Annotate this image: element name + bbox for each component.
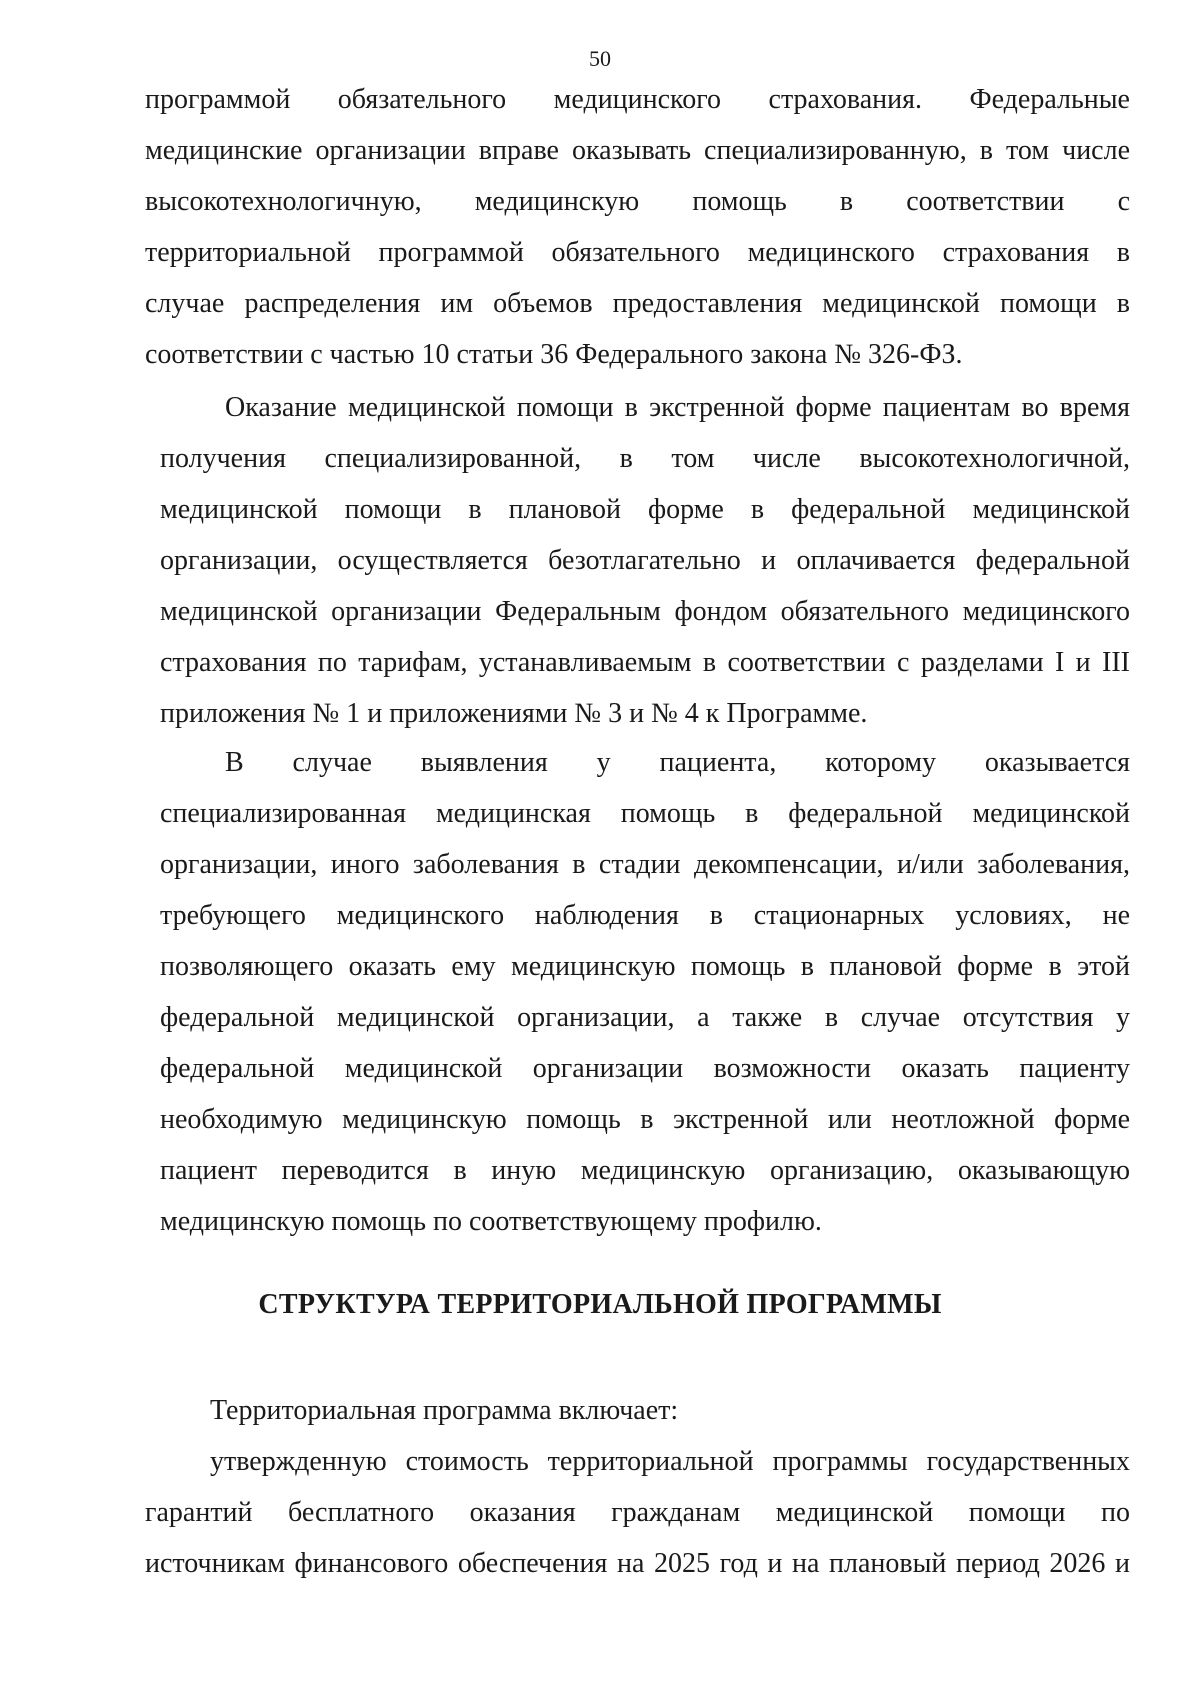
text-line: Территориальная программа включает: — [210, 1395, 679, 1426]
text-line: соответствии с частью 10 статьи 36 Федерального закона № 326-ФЗ. — [145, 339, 963, 370]
text-line: Оказание медицинской помощи в экстренной форме пациентам во время — [225, 392, 1130, 423]
text-line: гарантий бесплатного оказания гражданам медицинской помощи по — [145, 1497, 1130, 1528]
text-line: необходимую медицинскую помощь в экстренной или неотложной форме — [160, 1104, 1130, 1135]
text-line: программой обязательного медицинского страхования. Федеральные — [145, 84, 1130, 115]
text-line: медицинскую помощь по соответствующему профилю. — [160, 1206, 822, 1237]
paragraph-approved-cost — [145, 1436, 1130, 1589]
text-line: случае распределения им объемов предоставления медицинской помощи в — [145, 288, 1130, 319]
paragraph-emergency-care — [160, 382, 1130, 739]
text-line: источникам финансового обеспечения на 2025 год и на плановый период 2026 и — [145, 1548, 1130, 1579]
text-line: высокотехнологичную, медицинскую помощь в соответствии с — [145, 186, 1130, 217]
text-line: медицинской помощи в плановой форме в федеральной медицинской — [160, 494, 1130, 525]
paragraph-program-includes — [145, 1385, 1130, 1436]
text-line: позволяющего оказать ему медицинскую помощь в плановой форме в этой — [160, 951, 1130, 982]
text-line: В случае выявления у пациента, которому оказывается — [225, 747, 1130, 778]
text-line: федеральной медицинской организации возможности оказать пациенту — [160, 1053, 1130, 1084]
paragraph-patient-transfer — [160, 737, 1130, 1247]
section-heading: СТРУКТУРА ТЕРРИТОРИАЛЬНОЙ ПРОГРАММЫ — [258, 1289, 942, 1320]
page-number: 50 — [589, 46, 611, 71]
text-line: территориальной программой обязательного медицинского страхования в — [145, 237, 1130, 268]
text-line: организации, иного заболевания в стадии декомпенсации, и/или заболевания, — [160, 849, 1130, 880]
text-line: пациент переводится в иную медицинскую организацию, оказывающую — [160, 1155, 1130, 1186]
text-line: страхования по тарифам, устанавливаемым в соответствии с разделами I и III — [160, 647, 1130, 678]
text-line: организации, осуществляется безотлагательно и оплачивается федеральной — [160, 545, 1130, 576]
text-line: утвержденную стоимость территориальной программы государственных — [210, 1446, 1130, 1477]
text-line: приложения № 1 и приложениями № 3 и № 4 к Программе. — [160, 698, 868, 729]
text-line: медицинской организации Федеральным фондом обязательного медицинского — [160, 596, 1130, 627]
text-line: медицинские организации вправе оказывать специализированную, в том числе — [145, 135, 1130, 166]
paragraph-continuation — [145, 74, 1130, 380]
text-line: федеральной медицинской организации, а также в случае отсутствия у — [160, 1002, 1130, 1033]
text-line: требующего медицинского наблюдения в стационарных условиях, не — [160, 900, 1130, 931]
text-line: специализированная медицинская помощь в федеральной медицинской — [160, 798, 1130, 829]
text-line: получения специализированной, в том числе высокотехнологичной, — [160, 443, 1130, 474]
